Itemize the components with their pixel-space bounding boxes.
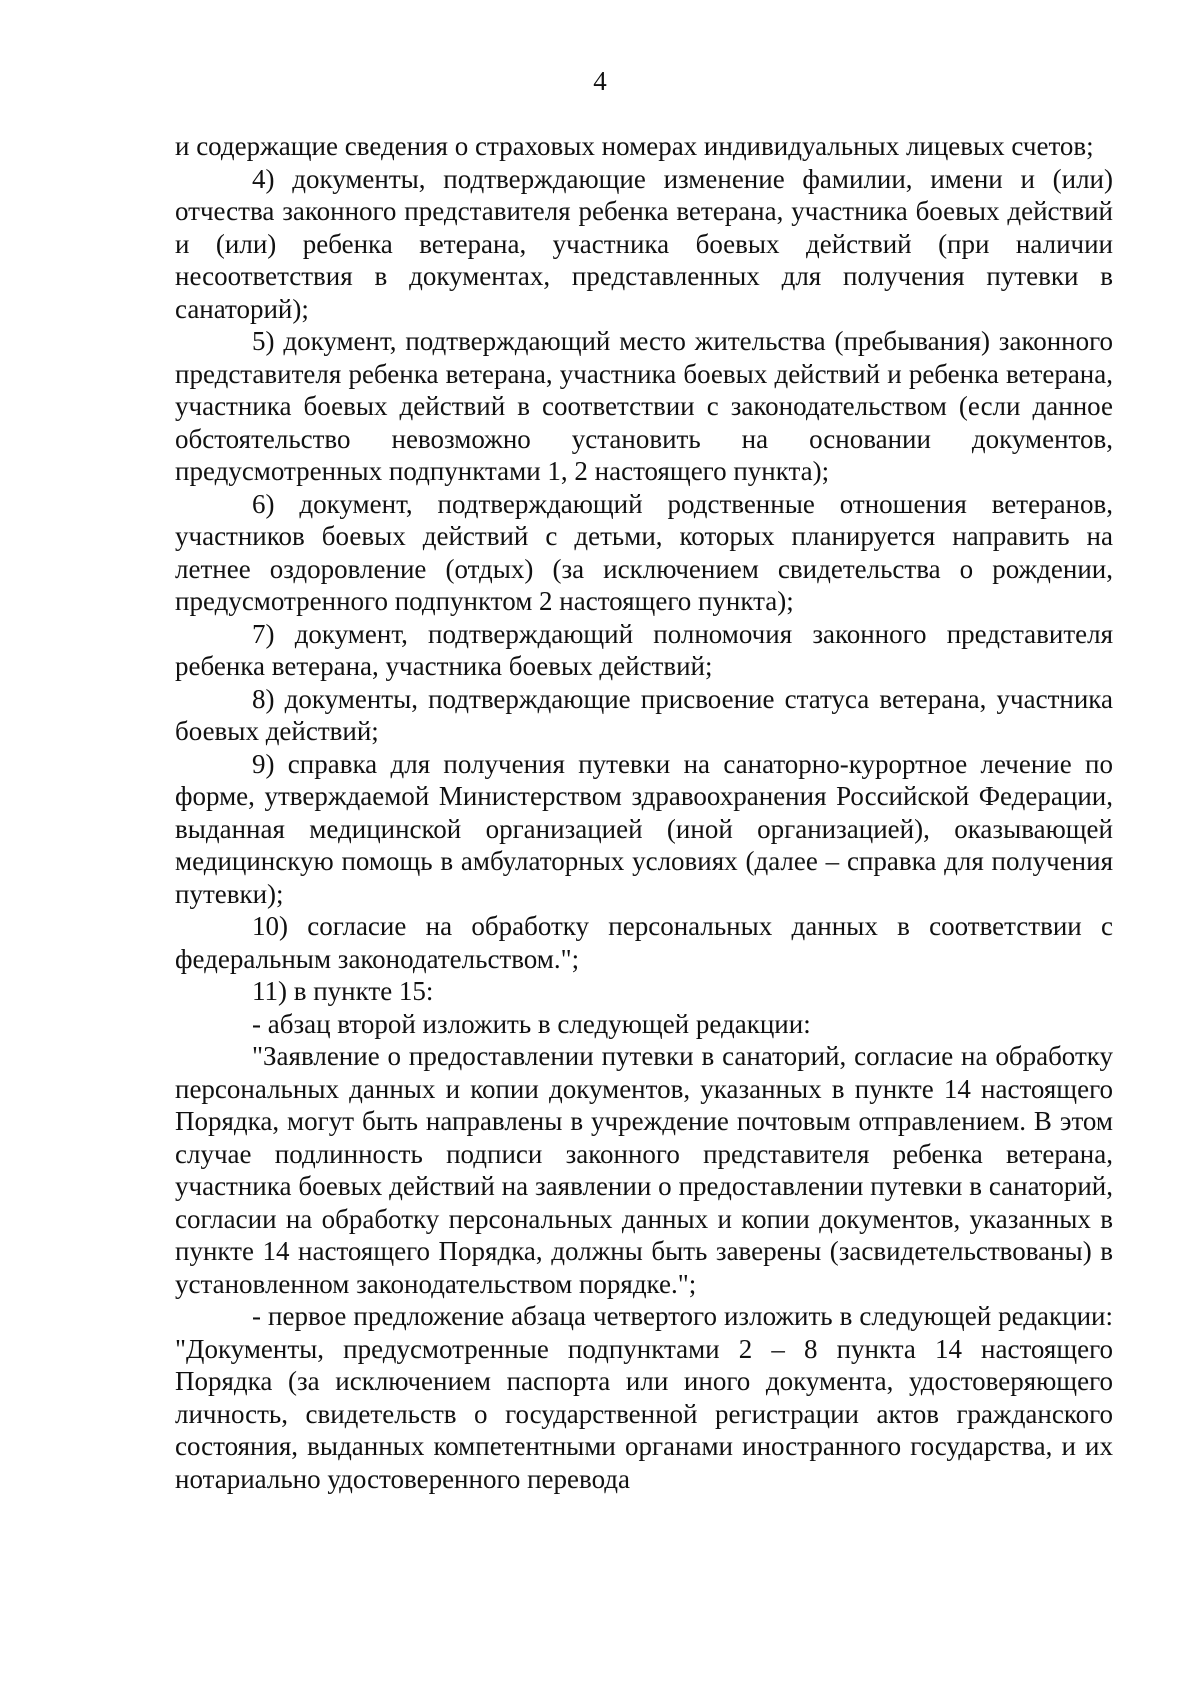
paragraph-item-4: 4) документы, подтверждающие изменение фамилии, имени и (или) отчества законного представителя ребенка ветерана, участника боевых действий и (или) ребенка ветерана, участника боевых действий (при наличии несоответствия в документах, представленных для получения путевки в санаторий); <box>175 163 1113 324</box>
paragraph-item-11: 11) в пункте 15: <box>252 976 434 1006</box>
page-number: 4 <box>593 66 607 96</box>
paragraph-continuation: и содержащие сведения о страховых номерах индивидуальных лицевых счетов; <box>175 131 1094 161</box>
paragraph-amendment-quote: "Заявление о предоставлении путевки в санаторий, согласие на обработку персональных данных и копии документов, указанных в пункте 14 настоящего Порядка, могут быть направлены в учреждение почтовым отправлением. В этом случае подлинность подписи законного представителя ребенка ветерана, участника боевых действий на заявлении о предоставлении путевки в санаторий, согласии на обработку персональных данных и копии документов, указанных в пункте 14 настоящего Порядка, должны быть заверены (засвидетельствованы) в установленном законодательством порядке."; <box>175 1041 1113 1299</box>
paragraph-item-8: 8) документы, подтверждающие присвоение статуса ветерана, участника боевых действий; <box>175 683 1113 746</box>
paragraph-item-6: 6) документ, подтверждающий родственные отношения ветеранов, участников боевых действий с детьми, которых планируется направить на летнее оздоровление (отдых) (за исключением свидетельства о рождении, предусмотренного подпунктом 2 настоящего пункта); <box>175 488 1113 616</box>
paragraph-item-5: 5) документ, подтверждающий место жительства (пребывания) законного представителя ребенка ветерана, участника боевых действий и ребенка ветерана, участника боевых действий в соответствии с законодательством (если данное обстоятельство невозможно установить на основании документов, предусмотренных подпунктами 1, 2 настоящего пункта); <box>175 326 1113 486</box>
paragraph-item-9: 9) справка для получения путевки на санаторно-курортное лечение по форме, утверждаемой Министерством здравоохранения Российской Федерации, выданная медицинской организацией (иной организацией), оказывающей медицинскую помощь в амбулаторных условиях (далее – справка для получения путевки); <box>175 748 1113 909</box>
paragraph-item-7: 7) документ, подтверждающий полномочия законного представителя ребенка ветерана, участника боевых действий; <box>175 618 1113 681</box>
paragraph-amendment-intro: - абзац второй изложить в следующей редакции: <box>252 1008 811 1039</box>
paragraph-amendment-second: - первое предложение абзаца четвертого изложить в следующей редакции: "Документы, предусмотренные подпунктами 2 – 8 пункта 14 настоящего Порядка (за исключением паспорта или иного документа, удостоверяющего личность, свидетельств о государственной регистрации актов гражданского состояния, выданных компетентными органами иностранного государства, и их нотариально удостоверенного перевода <box>175 1301 1113 1494</box>
document-body <box>175 130 1113 1495</box>
paragraph-item-10: 10) согласие на обработку персональных данных в соответствии с федеральным законодательством."; <box>175 911 1113 974</box>
